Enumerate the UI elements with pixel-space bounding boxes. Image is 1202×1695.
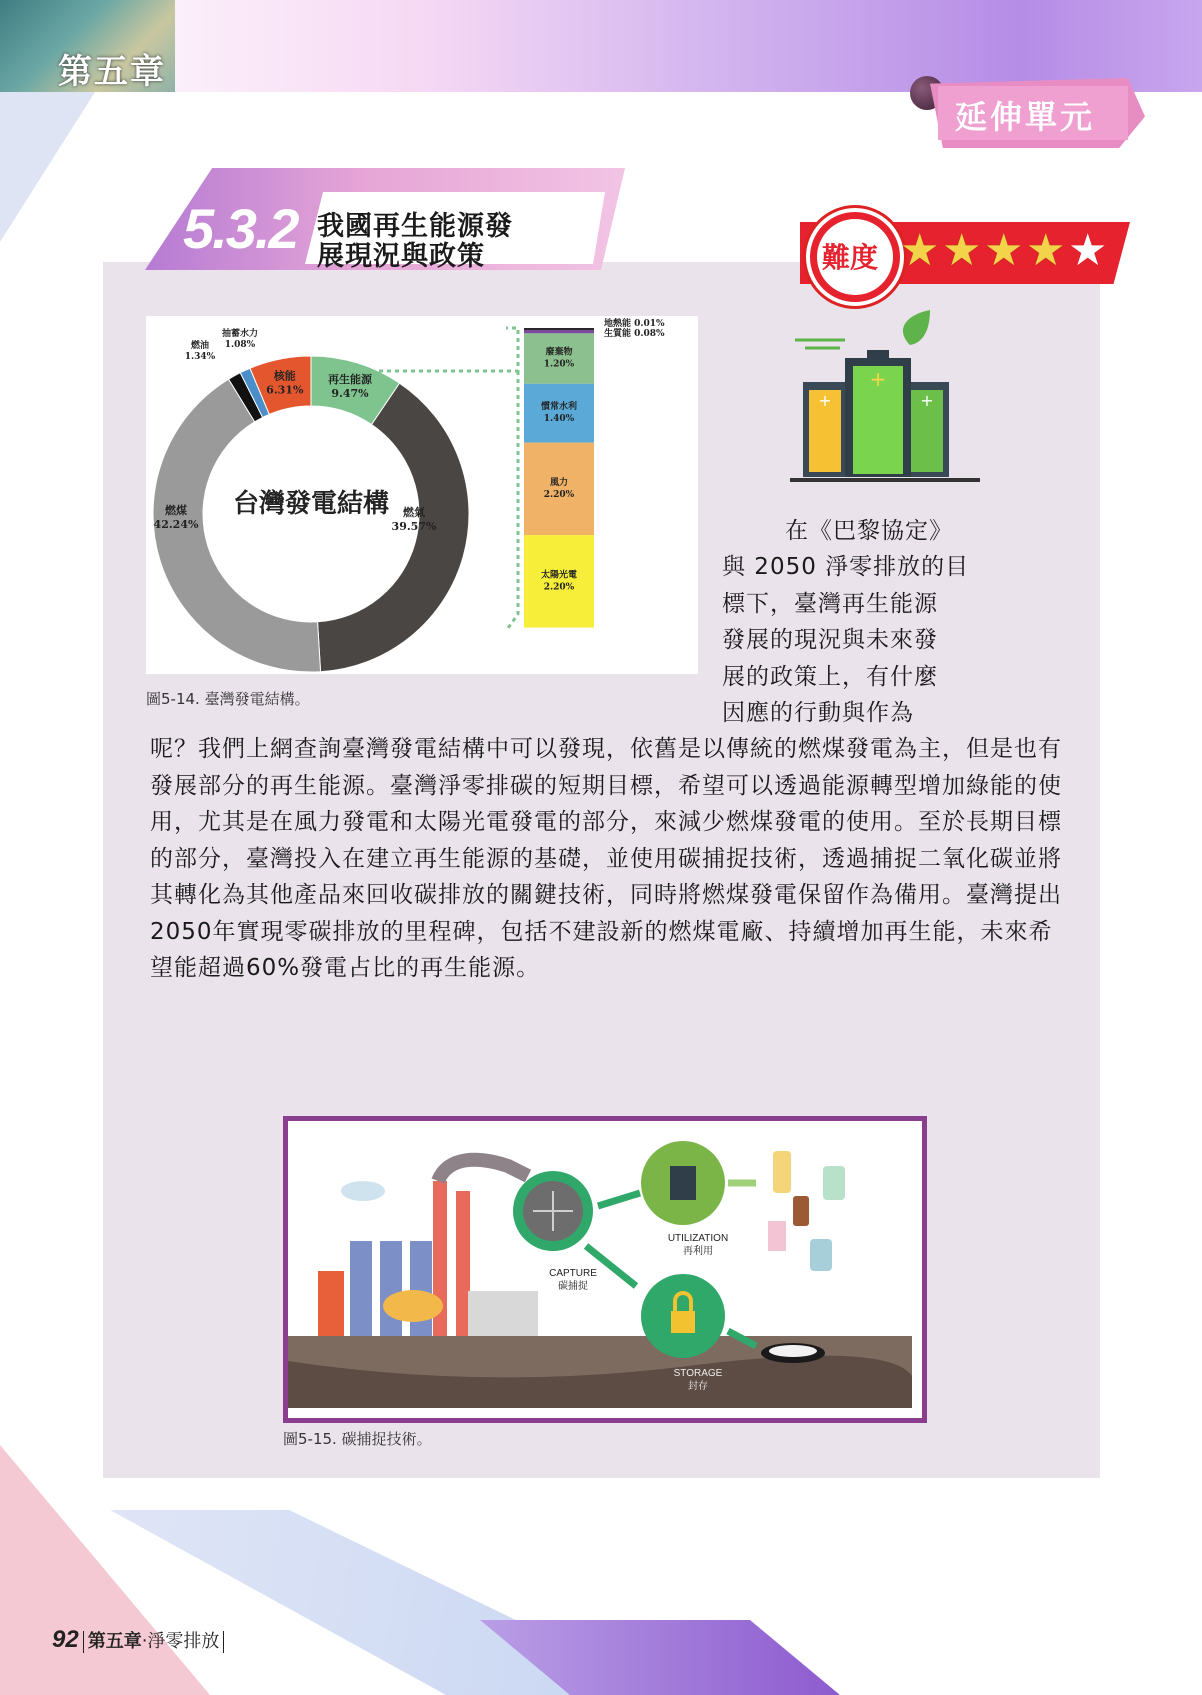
green-battery-icon (785, 310, 985, 490)
chapter-tab (0, 0, 175, 92)
star-icon: ★ (900, 225, 940, 276)
intro-line: 因應的行動與作為 (722, 700, 914, 726)
breakdown-label: 廢棄物 (545, 347, 573, 358)
breakdown-segment-廢棄物 (524, 333, 594, 383)
svg-text:+: + (869, 367, 887, 391)
footer-decoration (0, 1445, 210, 1695)
slice-label: 燃氣 (403, 506, 425, 519)
extension-unit-tag (930, 78, 1145, 148)
breakdown-segment-太陽光電 (524, 535, 594, 627)
storage-label-en: STORAGE (673, 1368, 723, 1379)
star-empty-icon: ★ (1068, 225, 1108, 276)
slice-value: 1.34% (184, 352, 216, 362)
carbon-capture-illustration (283, 1116, 927, 1423)
breakdown-value: 2.20% (543, 582, 575, 593)
slice-label: 抽蓄水力 (221, 329, 259, 339)
footer-chapter-title: ‧淨零排放 (141, 1631, 220, 1652)
star-icon: ★ (1026, 225, 1066, 276)
power-structure-chart (146, 316, 698, 674)
figure-caption-1: 圖5-14. 臺灣發電結構。 (146, 690, 310, 708)
star-icon: ★ (984, 225, 1024, 276)
slice-label: 燃油 (190, 341, 210, 351)
utilization-label-zh: 再利用 (683, 1246, 713, 1257)
intro-line: 標下，臺灣再生能源 (722, 591, 938, 617)
breakdown-label: 風力 (549, 477, 569, 488)
storage-label-zh: 封存 (688, 1381, 708, 1392)
breakdown-value: 2.20% (543, 489, 575, 500)
page-number: 92 (52, 1626, 79, 1653)
slice-value: 39.57% (391, 520, 437, 533)
slice-label: 核能 (273, 369, 296, 383)
breakdown-value: 1.20% (543, 359, 575, 370)
section-title (145, 168, 625, 270)
slice-value: 1.08% (224, 340, 256, 350)
breakdown-label: 生質能 0.08% (604, 329, 665, 339)
slice-value: 9.47% (331, 386, 369, 400)
slice-label: 再生能源 (327, 372, 372, 386)
utilization-label-en: UTILIZATION (667, 1233, 729, 1244)
slice-label: 燃煤 (165, 504, 187, 517)
page-footer (52, 1626, 228, 1654)
chart-title: 台灣發電結構 (232, 489, 390, 519)
intro-line: 在《巴黎協定》 (785, 518, 953, 544)
breakdown-label: 地熱能 0.01% (604, 319, 665, 329)
breakdown-value: 1.40% (543, 414, 575, 425)
chapter-tab-label: 第五章 (58, 52, 166, 92)
breakdown-segment-慣常水利 (524, 384, 594, 443)
slice-value: 42.24% (153, 518, 199, 531)
extension-unit-label: 延伸單元 (955, 98, 1096, 136)
capture-label-en: CAPTURE (549, 1268, 597, 1279)
section-title-line2: 展現況與政策 (317, 241, 485, 272)
intro-line: 發展的現況與未來發 (722, 627, 938, 653)
slice-value: 6.31% (266, 383, 304, 397)
breakdown-segment-風力 (524, 443, 594, 535)
footer-chapter: 第五章 (87, 1631, 142, 1652)
difficulty-label: 難度 (822, 241, 879, 274)
section-title-line1: 我國再生能源發 (317, 211, 513, 242)
breakdown-label: 太陽光電 (540, 570, 578, 581)
star-icon: ★ (942, 225, 982, 276)
difficulty-badge (806, 208, 904, 306)
intro-line: 與 2050 淨零排放的目 (722, 554, 970, 580)
body-paragraph: 呢？我們上網查詢臺灣發電結構中可以發現，依舊是以傳統的燃煤發電為主，但是也有發展部分的再生能源。臺灣淨零排碳的短期目標，希望可以透過能源轉型增加綠能的使用，尤其是在風力發電和太陽光電發電的部分，來減少燃煤發電的使用。至於長期目標的部分，臺灣投入在建立再生能源的基礎，並使用碳捕捉技術，透過捕捉二氧化碳並將其轉化為其他產品來回收碳排放的關鍵技術，同時將燃煤發電保留作為備用。臺灣提出2050年實現零碳排放的里程碑，包括不建設新的燃煤電廠、持續增加再生能，未來希望能超過60%發電占比的再生能源。 (150, 736, 1062, 981)
svg-text:+: + (818, 391, 832, 410)
intro-line: 展的政策上，有什麼 (722, 664, 938, 690)
left-decoration (0, 92, 95, 242)
breakdown-label: 慣常水利 (540, 402, 578, 413)
figure-caption-2: 圖5-15. 碳捕捉技術。 (283, 1430, 432, 1448)
breakdown-segment-地熱能 (524, 328, 594, 330)
svg-text:+: + (920, 391, 934, 410)
chart-svg (146, 316, 698, 674)
section-number: 5.3.2 (183, 197, 298, 260)
breakdown-segment-生質能 (524, 330, 594, 333)
capture-label-zh: 碳捕捉 (558, 1281, 588, 1292)
